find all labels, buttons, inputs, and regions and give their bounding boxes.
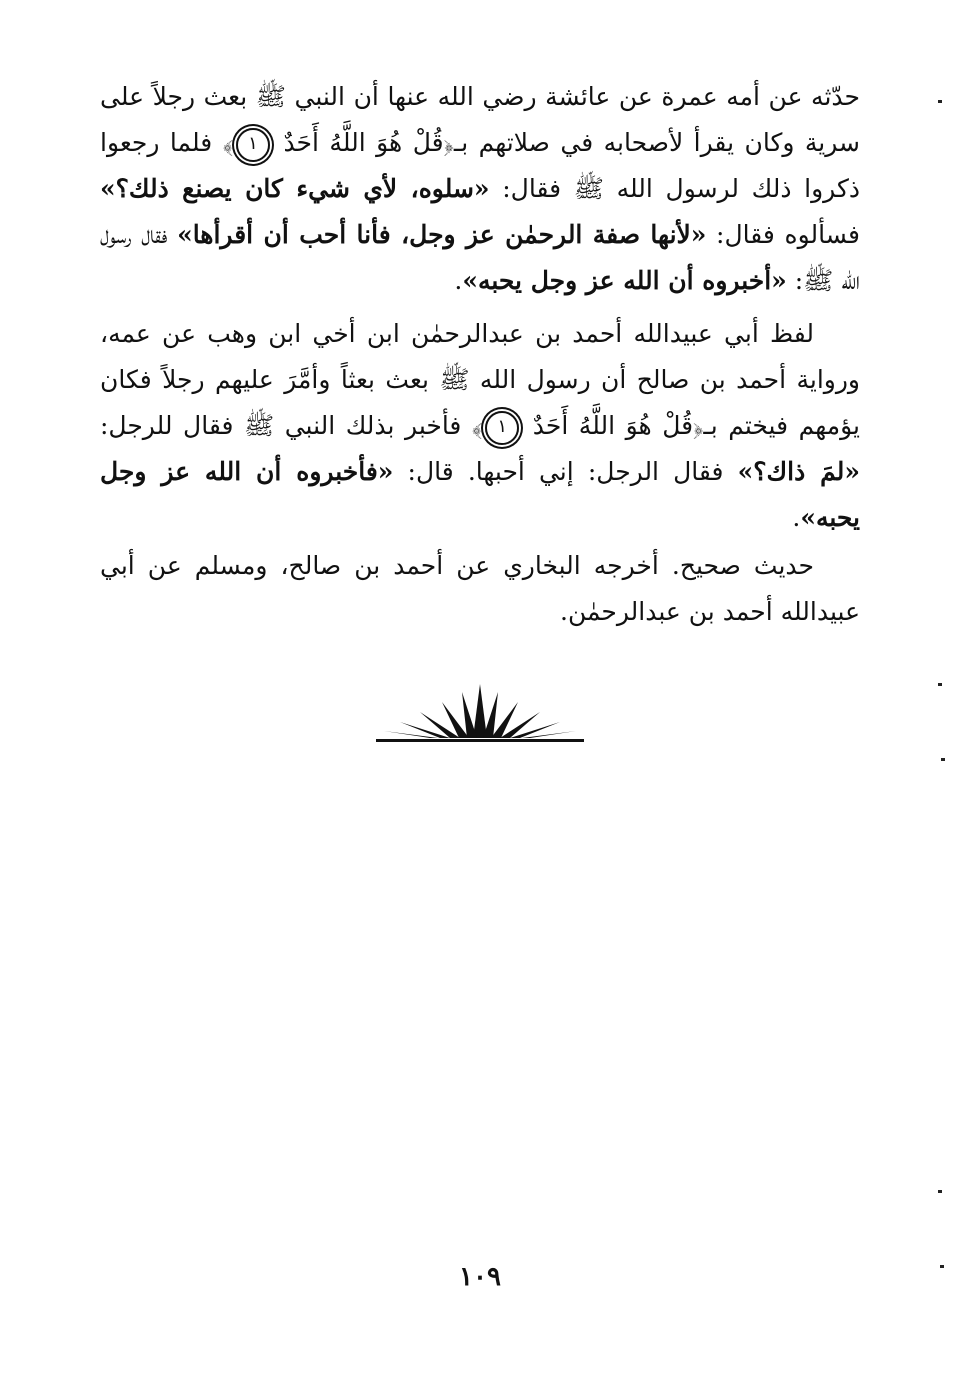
paragraph-3-text-1: حديث صحيح. أخرجه البخاري عن أحمد بن صالح، ومسلم عن أبي عبيدالله أحمد بن عبدالرحمٰن. bbox=[100, 551, 860, 626]
sunburst-divider-icon bbox=[374, 680, 586, 744]
paragraph-1-text-2: فلما رجعوا ذكروا ذلك لرسول الله ﷺ فقال: bbox=[100, 128, 860, 203]
paragraph-2-text-2: فأخبر بذلك النبي ﷺ فقال للرجل: bbox=[100, 411, 472, 440]
margin-mark bbox=[938, 1190, 942, 1193]
ayah-number-mark: ١ bbox=[236, 128, 270, 162]
margin-mark bbox=[938, 683, 942, 686]
margin-mark bbox=[940, 1265, 944, 1268]
paragraph-1-text-4: فقال رسول الله ﷺ: bbox=[100, 220, 860, 295]
paragraph-1 bbox=[100, 74, 860, 304]
paragraph-2-text-4: . bbox=[792, 503, 801, 532]
quran-verse-1 bbox=[223, 128, 454, 157]
paragraph-1-text-3: فسألوه فقال: bbox=[706, 220, 860, 249]
margin-mark bbox=[941, 758, 945, 761]
margin-mark bbox=[938, 100, 942, 103]
quran-verse-2-text: ﴿قُلْ هُوَ اللَّهُ أَحَدٌ bbox=[532, 411, 704, 440]
paragraph-2-quote-2: «فأخبروه أن الله عز وجل يحبه» bbox=[100, 457, 860, 532]
paragraph-2-quote-1: «لمَ ذاك؟» bbox=[737, 457, 860, 486]
quran-verse-1-text: ﴿قُلْ هُوَ اللَّهُ أَحَدٌ bbox=[283, 128, 454, 157]
paragraph-2-text-1: لفظ أبي عبيدالله أحمد بن عبدالرحمٰن ابن أخي ابن وهب عن عمه، ورواية أحمد بن صالح أن رسول الله ﷺ بعث بعثاً وأمَّرَ عليهم رجلاً فكان يؤمهم فيختم بـ bbox=[100, 319, 860, 440]
paragraph-1-quote-1: «سلوه، لأي شيء كان يصنع ذلك؟» bbox=[100, 174, 490, 203]
paragraph-2 bbox=[100, 311, 860, 541]
paragraph-1-text-5: . bbox=[454, 266, 463, 295]
paragraph-1-quote-2: «لأنها صفة الرحمٰن عز وجل، فأنا أحب أن أقرأها» bbox=[177, 220, 707, 249]
quran-verse-2-close: ﴾ bbox=[471, 411, 483, 440]
paragraph-3 bbox=[100, 543, 860, 635]
quran-verse-2 bbox=[472, 411, 703, 440]
paragraph-1-text-1: حدّثه عن أمه عمرة عن عائشة رضي الله عنها أن النبي ﷺ بعث رجلاً على سرية وكان يقرأ لأصحابه في صلاتهم بـ bbox=[100, 82, 861, 157]
paragraph-2-text-3: فقال الرجل: إني أحبها. قال: bbox=[393, 457, 738, 486]
page-number: ١٠٩ bbox=[459, 1262, 501, 1292]
ayah-number-mark: ١ bbox=[485, 411, 519, 445]
paragraph-1-quote-3: «أخبروه أن الله عز وجل يحبه» bbox=[462, 266, 787, 295]
quran-verse-1-close: ﴾ bbox=[222, 128, 233, 157]
